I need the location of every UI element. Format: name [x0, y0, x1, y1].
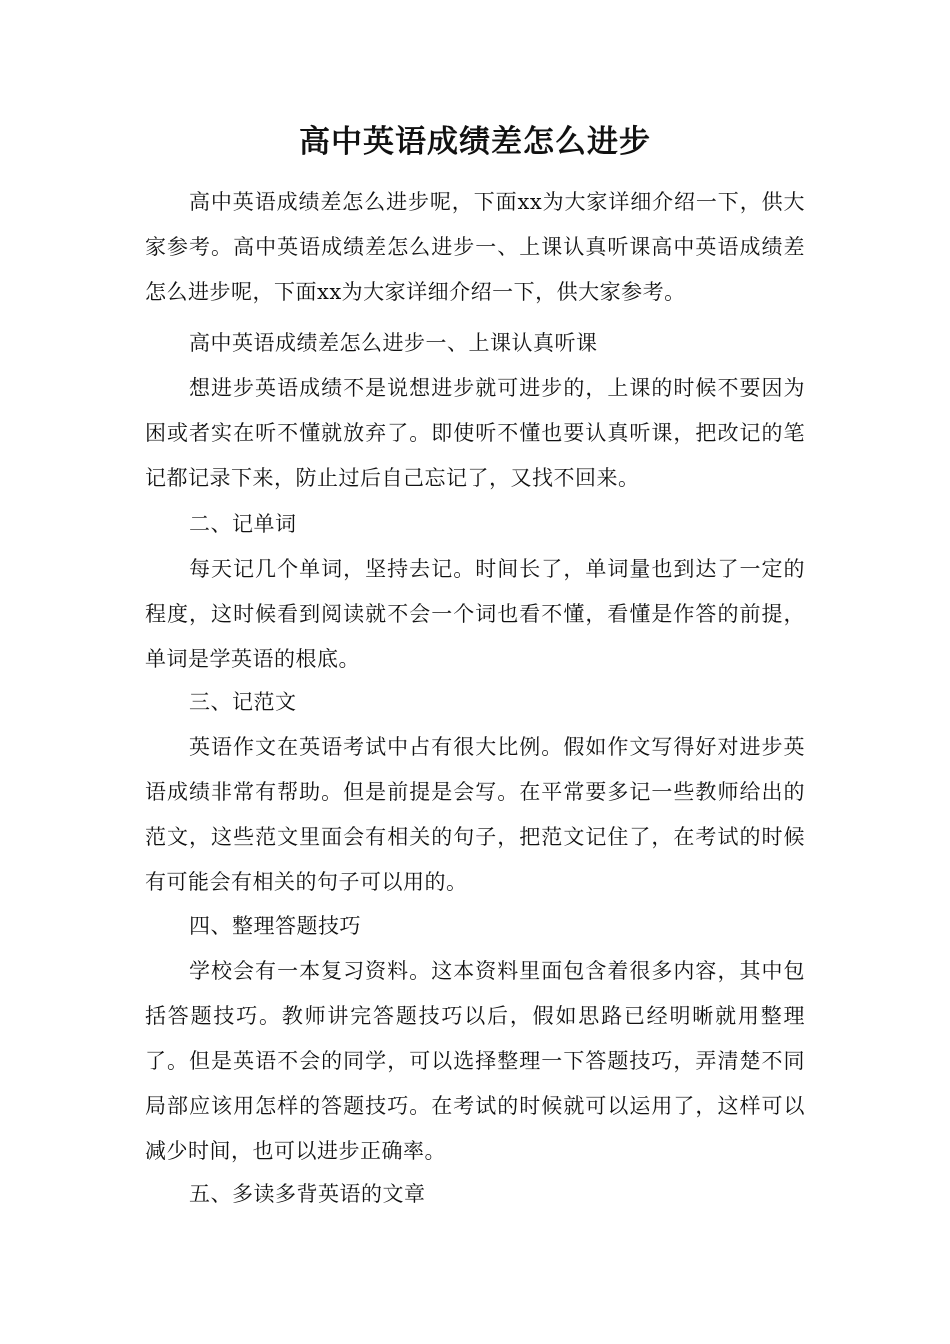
- paragraph-4: 学校会有一本复习资料。这本资料里面包含着很多内容，其中包括答题技巧。教师讲完答题技巧以后，假如思路已经明晰就用整理了。但是英语不会的同学，可以选择整理一下答题技巧，弄清楚不同局部应该用怎样的答题技巧。在考试的时候就可以运用了，这样可以减少时间，也可以进步正确率。: [145, 959, 805, 1163]
- paragraph-2: 每天记几个单词，坚持去记。时间长了，单词量也到达了一定的程度，这时候看到阅读就不会一个词也看不懂，看懂是作答的前提，单词是学英语的根底。: [145, 557, 805, 671]
- section-heading-3: 三、记范文: [189, 690, 297, 714]
- section-heading-1: 高中英语成绩差怎么进步一、上课认真听课: [189, 331, 598, 355]
- paragraph-intro: 高中英语成绩差怎么进步呢，下面xx为大家详细介绍一下，供大家参考。高中英语成绩差怎么进步一、上课认真听课高中英语成绩差怎么进步呢，下面xx为大家详细介绍一下，供大家参考。: [145, 190, 805, 304]
- paragraph-3: 英语作文在英语考试中占有很大比例。假如作文写得好对进步英语成绩非常有帮助。但是前提是会写。在平常要多记一些教师给出的范文，这些范文里面会有相关的句子，把范文记住了，在考试的时候有可能会有相关的句子可以用的。: [145, 735, 805, 894]
- paragraph-1: 想进步英语成绩不是说想进步就可进步的，上课的时候不要因为困或者实在听不懂就放弃了。即使听不懂也要认真听课，把改记的笔记都记录下来，防止过后自己忘记了，又找不回来。: [145, 376, 805, 490]
- section-heading-2: 二、记单词: [189, 512, 297, 536]
- section-heading-4: 四、整理答题技巧: [189, 914, 361, 938]
- section-heading-5: 五、多读多背英语的文章: [189, 1182, 426, 1206]
- document-title: 高中英语成绩差怎么进步: [299, 124, 651, 160]
